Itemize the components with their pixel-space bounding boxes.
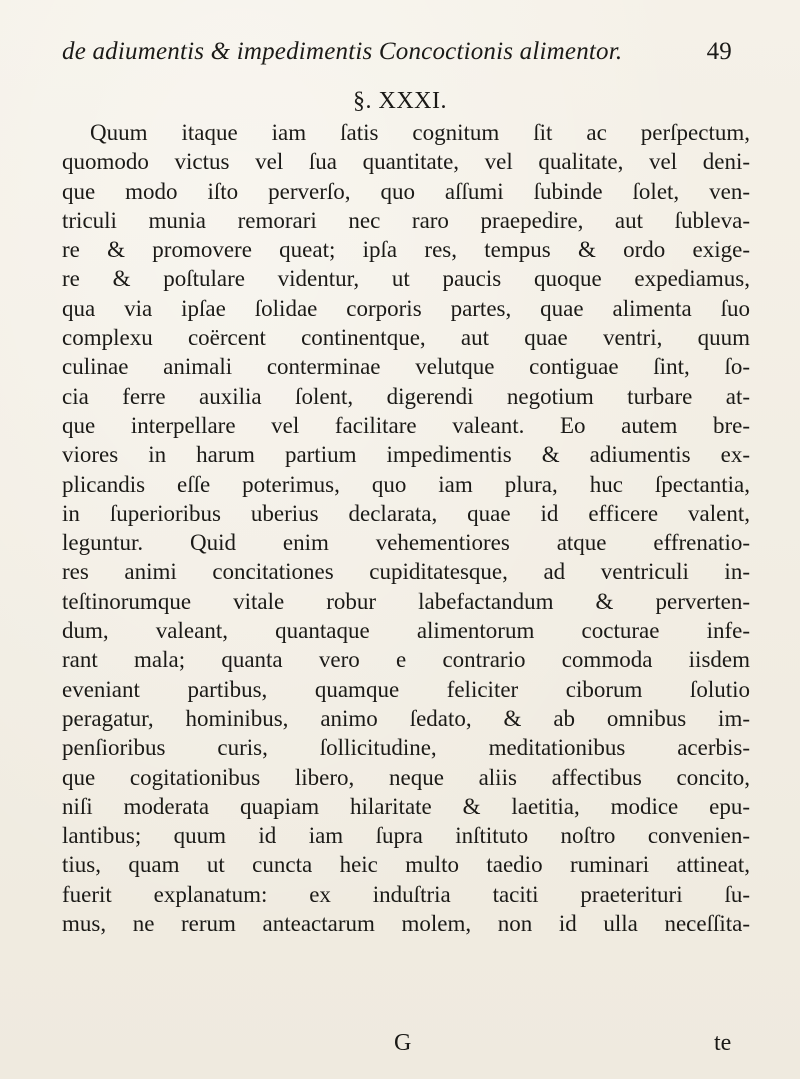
- running-head: [62, 38, 732, 66]
- page-number: 49: [706, 38, 732, 65]
- text-line: res animi concitationes cupiditatesque, ad ventriculi in-: [62, 559, 750, 585]
- text-line: culinae animali conterminae velutque contiguae ſint, ſo-: [62, 354, 750, 380]
- text-line: complexu coërcent continentque, aut quae ventri, quum: [62, 325, 750, 351]
- footer-row: [0, 1030, 800, 1060]
- catchword: te: [714, 1030, 732, 1056]
- text-line: niſi moderata quapiam hilaritate & laetitia, modice epu-: [62, 793, 750, 819]
- text-line: tius, quam ut cuncta heic multo taedio ruminari attineat,: [62, 852, 750, 878]
- text-line: penſioribus curis, ſollicitudine, meditationibus acerbis-: [62, 735, 750, 761]
- signature-mark: G: [394, 1030, 412, 1056]
- text-line: fuerit explanatum: ex induſtria taciti praeterituri ſu-: [62, 881, 750, 907]
- text-line: in ſuperioribus uberius declarata, quae id efficere valent,: [62, 500, 750, 526]
- running-head-title: de adiumentis & impedimentis Concoctionis alimentor.: [62, 38, 623, 65]
- text-line: viores in harum partium impedimentis & adiumentis ex-: [62, 442, 750, 468]
- text-line: re & poſtulare videntur, ut paucis quoque expediamus,: [62, 266, 750, 292]
- text-line: qua via ipſae ſolidae corporis partes, quae alimenta ſuo: [62, 295, 750, 321]
- text-line: eveniant partibus, quamque feliciter ciborum ſolutio: [62, 676, 750, 702]
- text-line: leguntur. Quid enim vehementiores atque effrenatio-: [62, 530, 750, 556]
- text-line: que interpellare vel facilitare valeant. Eo autem bre-: [62, 412, 750, 438]
- body-text: [62, 118, 750, 938]
- text-line: rant mala; quanta vero e contrario commoda iisdem: [62, 647, 750, 673]
- text-line: cia ferre auxilia ſolent, digerendi negotium turbare at-: [62, 383, 750, 409]
- text-line: dum, valeant, quantaque alimentorum cocturae infe-: [62, 618, 750, 644]
- text-line: que cogitationibus libero, neque aliis affectibus concito,: [62, 764, 750, 790]
- text-line: re & promovere queat; ipſa res, tempus & ordo exige-: [62, 237, 750, 263]
- text-line: quomodo victus vel ſua quantitate, vel qualitate, vel deni-: [62, 149, 750, 175]
- text-line: lantibus; quum id iam ſupra inſtituto noſtro convenien-: [62, 823, 750, 849]
- text-line: peragatur, hominibus, animo ſedato, & ab omnibus im-: [62, 705, 750, 731]
- text-line: plicandis eſſe poterimus, quo iam plura, huc ſpectantia,: [62, 471, 750, 497]
- text-line: mus, ne rerum anteactarum molem, non id ulla neceſſita-: [62, 911, 750, 937]
- text-line: triculi munia remorari nec raro praepedire, aut ſubleva-: [62, 207, 750, 233]
- text-line: teſtinorumque vitale robur labefactandum & perverten-: [62, 588, 750, 614]
- section-heading: §. XXXI.: [353, 88, 447, 114]
- text-line: que modo iſto perverſo, quo aſſumi ſubinde ſolet, ven-: [62, 178, 750, 204]
- text-line: Quum itaque iam ſatis cognitum ſit ac perſpectum,: [90, 120, 750, 145]
